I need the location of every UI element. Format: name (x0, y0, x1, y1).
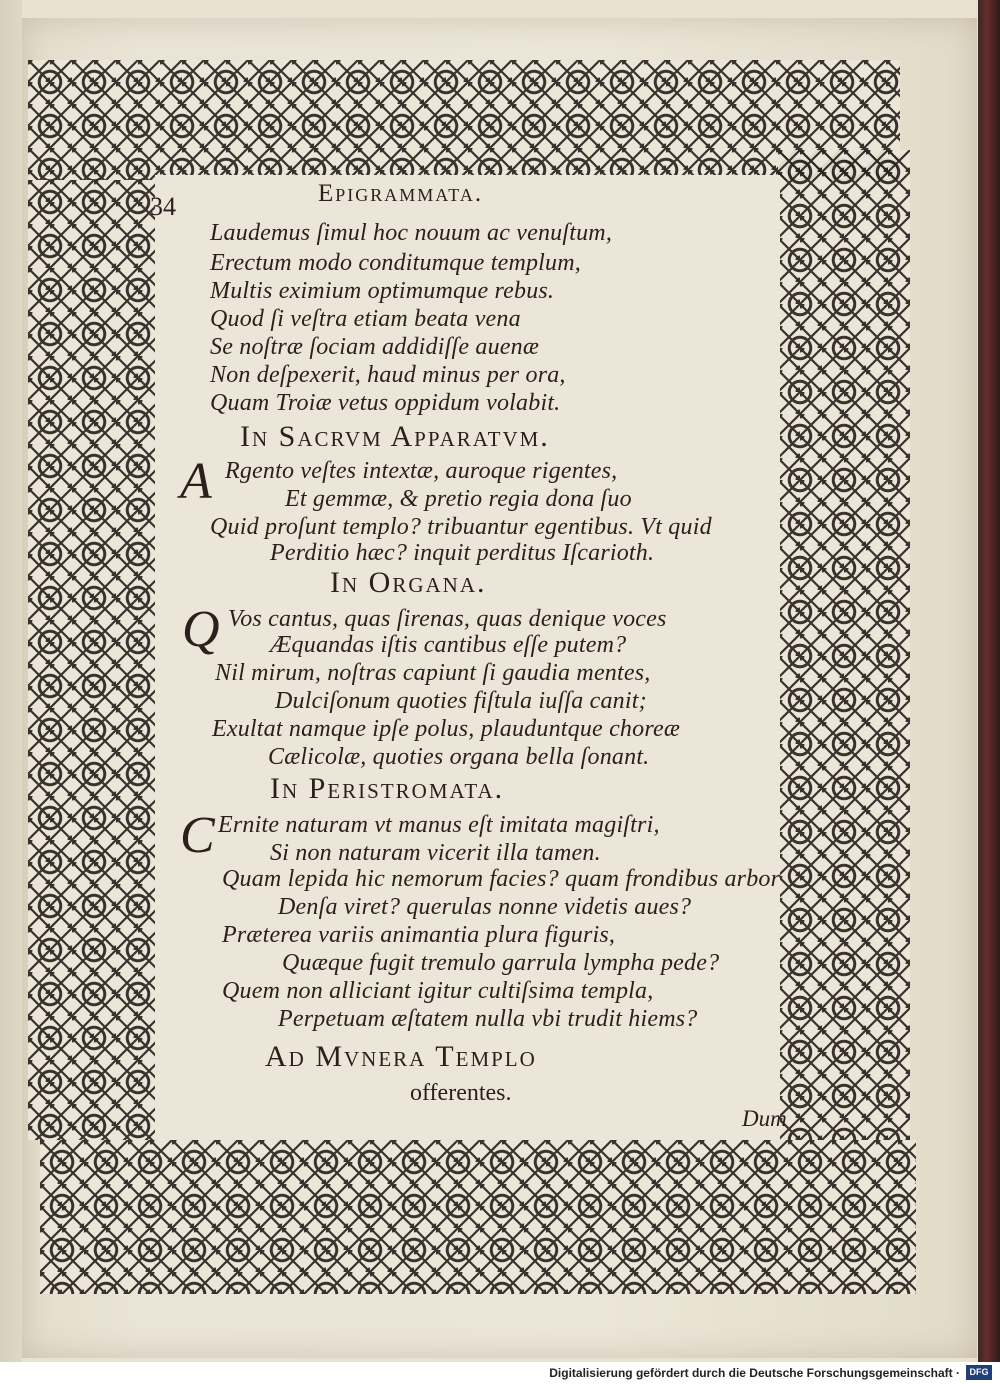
poem-line: Dulciſonum quoties fiſtula iuſſa canit; (275, 688, 647, 714)
section-subheading: offerentes. (410, 1080, 512, 1106)
drop-cap: A (180, 453, 212, 510)
poem-line: Multis eximium optimumque rebus. (210, 278, 555, 304)
section-heading: Ad Mvnera Templo (265, 1040, 537, 1073)
poem-line: Cælicolæ, quoties organa bella ſonant. (268, 744, 650, 770)
running-head: Epigrammata. (318, 180, 484, 207)
section-heading: In Peristromata. (270, 772, 505, 805)
poem-line: Rgento veſtes intextæ, auroque rigentes, (225, 458, 618, 484)
digitization-footer (0, 1362, 1000, 1384)
poem-line: Perditio hæc? inquit perditus Iſcarioth. (270, 540, 655, 566)
dfg-logo: DFG (966, 1365, 992, 1380)
ornamental-border-bottom (40, 1140, 916, 1294)
poem-line: Quod ſi veſtra etiam beata vena (210, 306, 521, 332)
poem-line: Ernite naturam vt manus eſt imitata magiſtri, (218, 812, 660, 838)
page-number: 34 (150, 192, 176, 221)
poem-line: Quid proſunt templo? tribuantur egentibus. Vt quid (210, 514, 712, 540)
poem-line: Nil mirum, noſtras capiunt ſi gaudia mentes, (215, 660, 651, 686)
poem-line: Laudemus ſimul hoc nouum ac venuſtum, (210, 220, 613, 246)
poem-line: Erectum modo conditumque templum, (210, 250, 581, 276)
poem-line: Quæque fugit tremulo garrula lympha pede? (282, 950, 720, 976)
drop-cap: C (180, 807, 215, 864)
poem-line: Quem non alliciant igitur cultiſsima templa, (222, 978, 654, 1004)
drop-cap: Q (182, 601, 220, 658)
poem-line: Non deſpexerit, haud minus per ora, (210, 362, 566, 388)
poem-line: Quam Troiæ vetus oppidum volabit. (210, 390, 561, 416)
scan-left-margin (0, 0, 22, 1362)
poem-line: Præterea variis animantia plura figuris, (222, 922, 616, 948)
poem-line: Quam lepida hic nemorum facies? quam frondibus arbor (222, 866, 781, 892)
ornamental-border-left (28, 180, 158, 1140)
poem-line: Denſa viret? querulas nonne videtis aues? (278, 894, 692, 920)
poem-line: Perpetuam æſtatem nulla vbi trudit hiems? (278, 1006, 698, 1032)
book-binding-edge (978, 0, 1000, 1362)
poem-line: Exultat namque ipſe polus, plauduntque choreæ (212, 716, 681, 742)
poem-line: Et gemmæ, & pretio regia dona ſuo (285, 486, 632, 512)
catchword: Dum (742, 1106, 787, 1131)
ornamental-border-right (778, 150, 910, 1140)
poem-line: Vos cantus, quas ſirenas, quas denique voces (228, 606, 667, 632)
footer-credit: Digitalisierung gefördert durch die Deutsche Forschungsgemeinschaft · (549, 1366, 960, 1380)
poem-line: Æquandas iſtis cantibus eſſe putem? (270, 632, 627, 658)
section-heading: In Organa. (330, 566, 487, 599)
poem-line: Se noſtræ ſociam addidiſſe auenæ (210, 334, 540, 360)
section-heading: In Sacrvm Apparatvm. (240, 420, 550, 453)
ornamental-border-top (28, 60, 900, 180)
poem-line: Si non naturam vicerit illa tamen. (270, 840, 601, 866)
